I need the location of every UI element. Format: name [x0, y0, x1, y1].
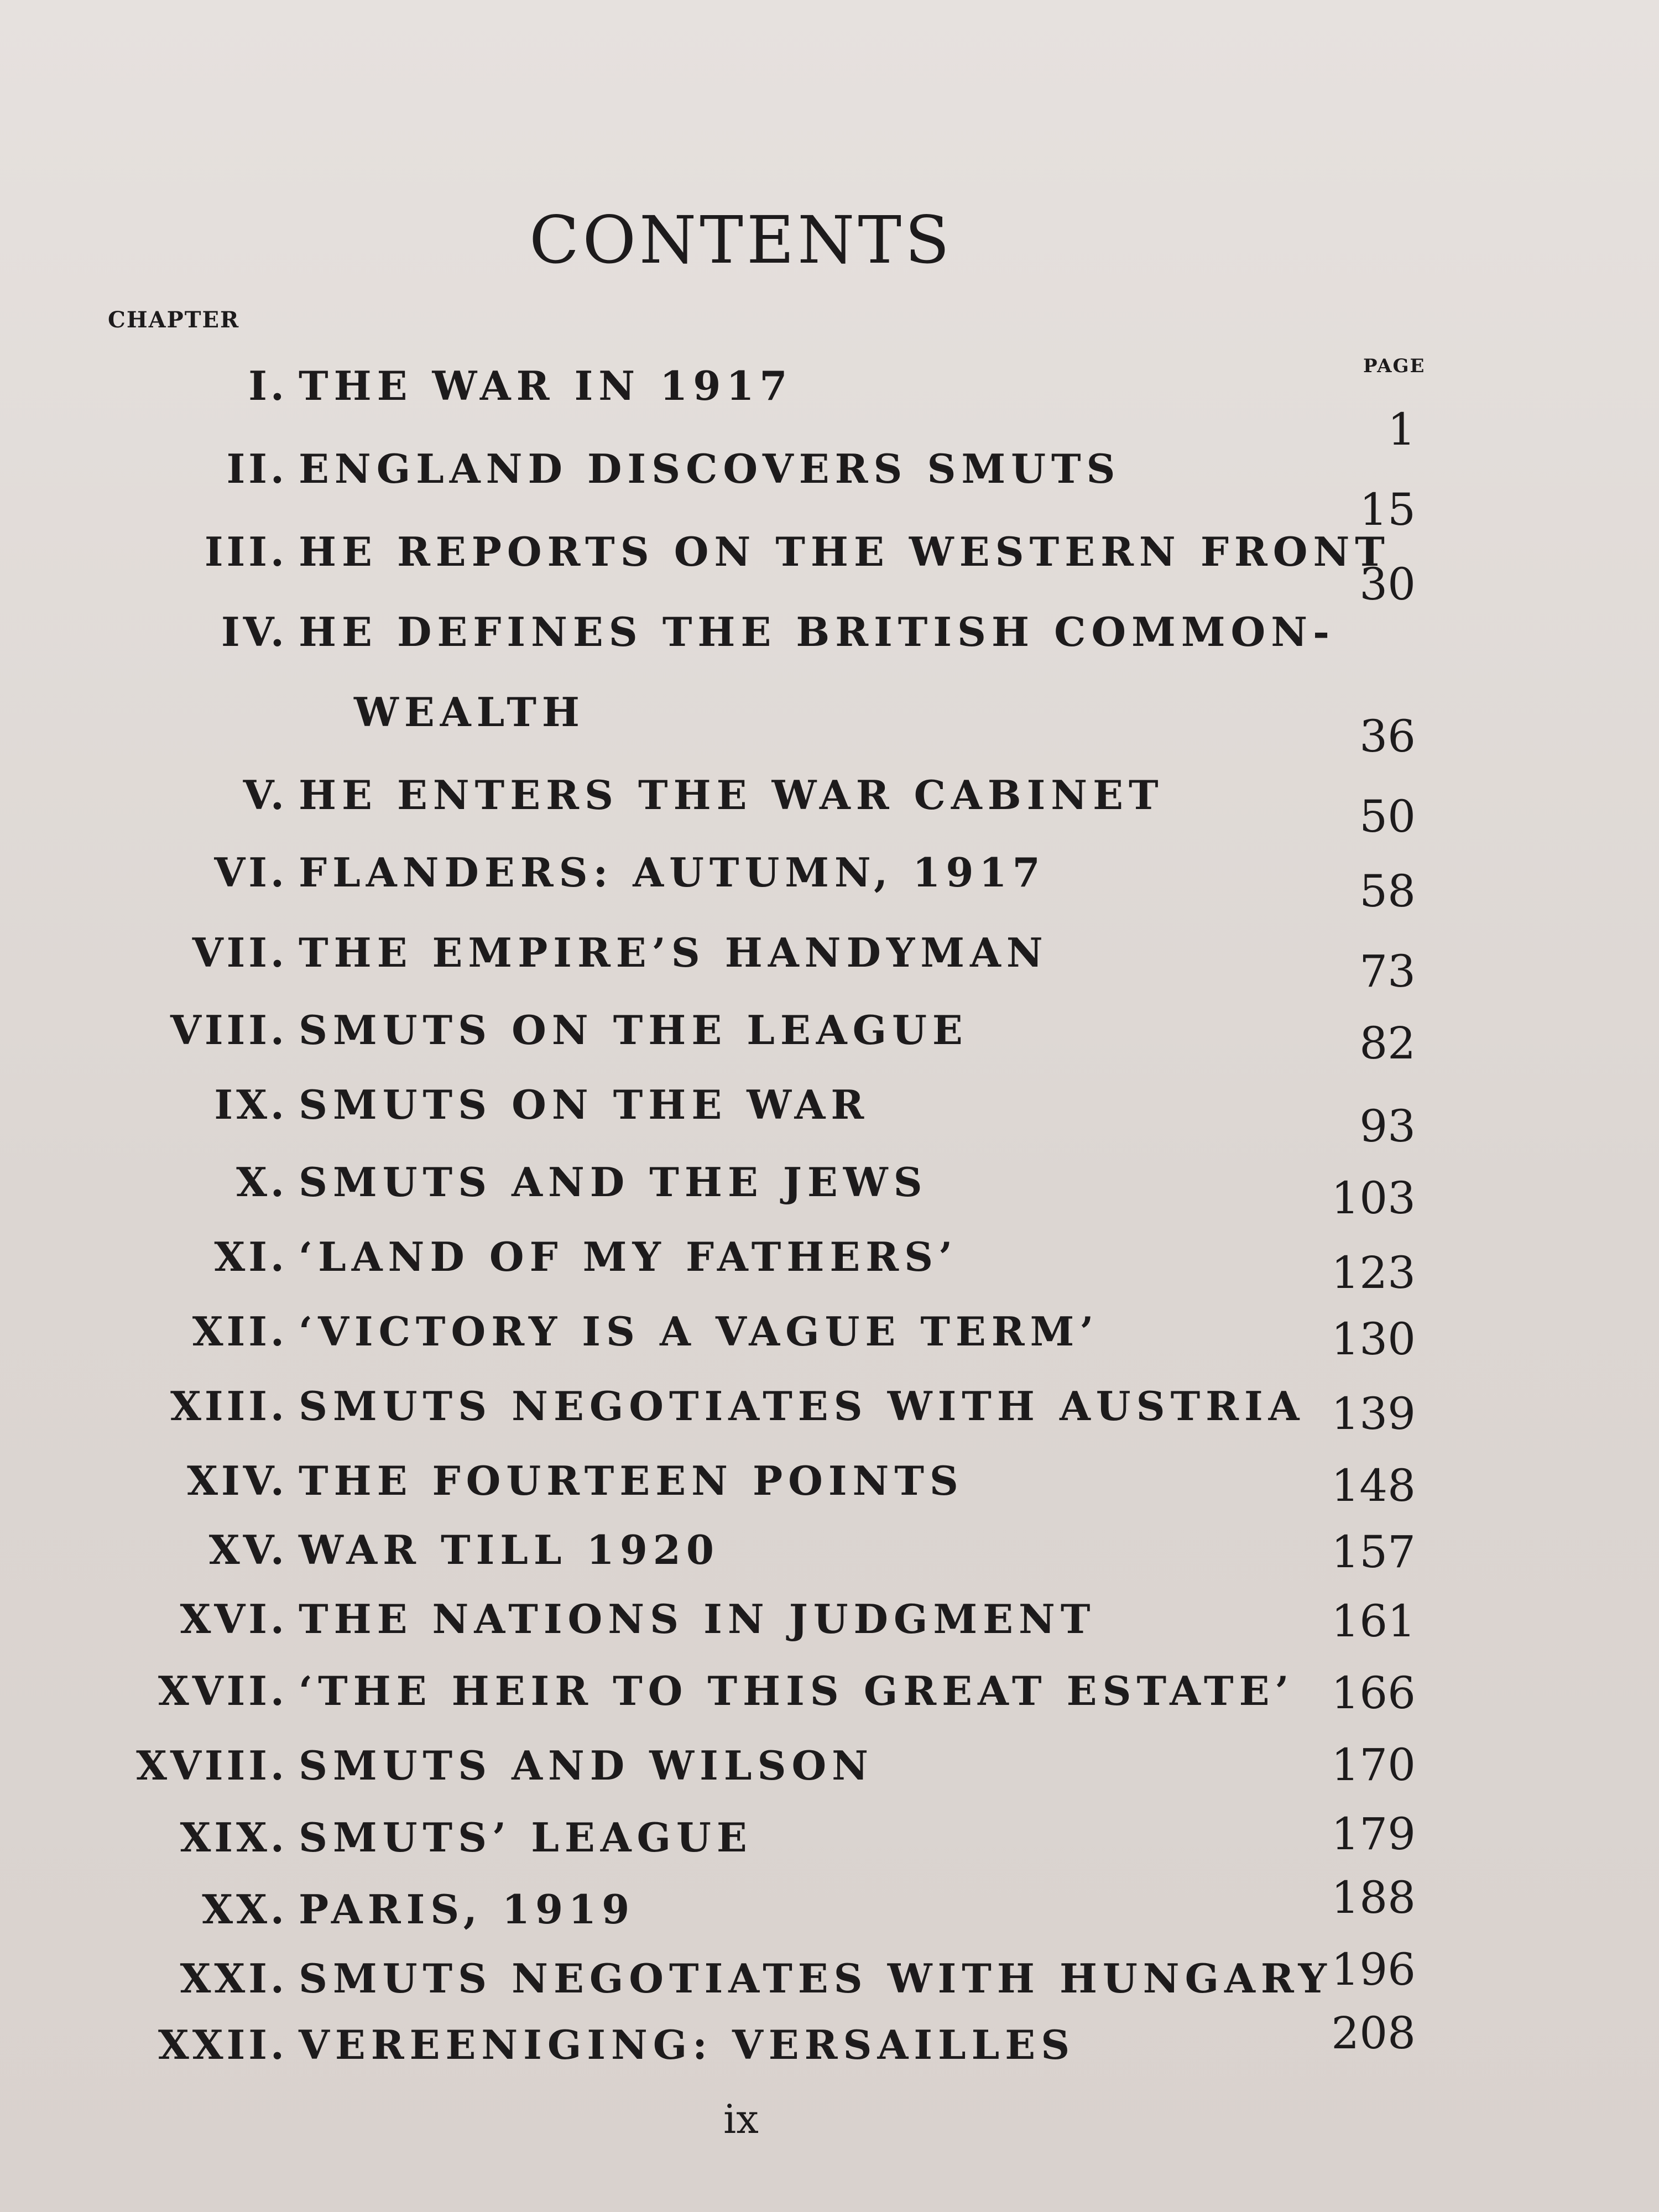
chapter-title: THE NATIONS IN JUDGMENT [299, 1595, 1096, 1642]
chapter-number: IX. [214, 1081, 288, 1128]
chapter-title: WAR TILL 1920 [299, 1526, 719, 1573]
page-number: 30 [1359, 559, 1416, 610]
toc-entry [0, 1667, 1659, 1728]
toc-entry [0, 445, 1659, 535]
chapter-title: FLANDERS: AUTUMN, 1917 [299, 849, 1046, 896]
toc-entry [0, 1808, 1659, 1875]
contents-heading: CONTENTS [529, 202, 953, 278]
page-number: 188 [1331, 1872, 1416, 1923]
page-number: 170 [1331, 1739, 1416, 1791]
chapter-number: XXII. [158, 2021, 288, 2068]
chapter-title: SMUTS NEGOTIATES WITH AUSTRIA [299, 1383, 1305, 1430]
page-number: 123 [1331, 1247, 1416, 1298]
toc-entry [0, 528, 1659, 610]
chapter-number: V. [243, 771, 288, 818]
chapter-title: THE FOURTEEN POINTS [299, 1457, 964, 1504]
chapter-title: ‘VICTORY IS A VAGUE TERM’ [299, 1308, 1099, 1355]
page-number: 148 [1331, 1460, 1416, 1511]
chapter-title: THE WAR IN 1917 [299, 362, 793, 409]
toc-entry [0, 362, 1659, 455]
chapter-number: XI. [214, 1233, 288, 1280]
toc-entry [0, 1233, 1659, 1298]
chapter-title-continuation: WEALTH [354, 688, 585, 735]
toc-entry [0, 771, 1659, 842]
chapter-number: XIII. [170, 1383, 288, 1430]
page-number: 139 [1331, 1388, 1416, 1439]
chapter-title: THE EMPIRE’S HANDYMAN [299, 929, 1048, 976]
toc-entry [0, 1944, 1659, 2016]
chapter-title: HE ENTERS THE WAR CABINET [299, 771, 1164, 818]
page-number: 161 [1331, 1595, 1416, 1647]
toc-entry [0, 1006, 1659, 1067]
chapter-title: SMUTS AND THE JEWS [299, 1159, 928, 1206]
chapter-number: I. [248, 362, 288, 409]
chapter-number: X. [236, 1159, 288, 1206]
page-number: 36 [1359, 711, 1416, 762]
toc-entry [0, 929, 1659, 997]
toc-entry [0, 1526, 1659, 1587]
toc-entry [0, 1595, 1659, 1656]
toc-entry [0, 1081, 1659, 1152]
chapter-number: XVI. [180, 1595, 288, 1642]
toc-entry [0, 1872, 1659, 1947]
page-number: 50 [1359, 791, 1416, 842]
page-number: 179 [1331, 1808, 1416, 1860]
page-number: 73 [1359, 946, 1416, 997]
chapter-number: II. [226, 445, 288, 492]
chapter-title: SMUTS AND WILSON [299, 1742, 874, 1789]
chapter-number: XVII. [158, 1667, 288, 1714]
toc-entry [0, 2007, 1659, 2082]
chapter-title: SMUTS NEGOTIATES WITH HUNGARY [299, 1955, 1332, 2002]
chapter-title: SMUTS’ LEAGUE [299, 1814, 753, 1861]
toc-entry [0, 1383, 1659, 1443]
page-number: 103 [1331, 1172, 1416, 1224]
chapter-number: III. [204, 528, 288, 575]
page-number: 157 [1331, 1526, 1416, 1578]
chapter-number: VIII. [170, 1006, 288, 1053]
chapter-title: HE REPORTS ON THE WESTERN FRONT [299, 528, 1390, 575]
chapter-number: XX. [202, 1886, 288, 1933]
chapter-number: XXI. [180, 1955, 288, 2002]
chapter-title: SMUTS ON THE LEAGUE [299, 1006, 968, 1053]
chapter-number: XIV. [187, 1457, 288, 1504]
chapter-title: PARIS, 1919 [299, 1886, 635, 1933]
page-number: 130 [1331, 1313, 1416, 1365]
chapter-column-label: CHAPTER [108, 307, 240, 333]
page-number: 166 [1331, 1667, 1416, 1719]
toc-entry [0, 608, 1659, 762]
chapter-number: XVIII. [136, 1742, 288, 1789]
chapter-title: ‘LAND OF MY FATHERS’ [299, 1233, 958, 1280]
chapter-number: XIX. [180, 1814, 288, 1861]
chapter-title: ‘THE HEIR TO THIS GREAT ESTATE’ [299, 1667, 1295, 1714]
chapter-number: XII. [192, 1308, 288, 1355]
chapter-number: IV. [221, 608, 288, 655]
page-number: 208 [1331, 2007, 1416, 2059]
toc-entry [0, 1308, 1659, 1369]
folio-page-number: ix [723, 2096, 759, 2142]
chapter-title: ENGLAND DISCOVERS SMUTS [299, 445, 1121, 492]
page-number: 82 [1359, 1018, 1416, 1069]
chapter-title: HE DEFINES THE BRITISH COMMON- [299, 608, 1335, 655]
chapter-number: VII. [192, 929, 288, 976]
toc-entry [0, 1457, 1659, 1518]
toc-entry [0, 849, 1659, 917]
chapter-title: VEREENIGING: VERSAILLES [299, 2021, 1076, 2068]
toc-entry [0, 1159, 1659, 1224]
chapter-number: VI. [214, 849, 288, 896]
page-number: 58 [1359, 865, 1416, 917]
page-number: 15 [1359, 484, 1416, 535]
page-number: 1 [1387, 404, 1416, 455]
chapter-title: SMUTS ON THE WAR [299, 1081, 870, 1128]
chapter-number: XV. [208, 1526, 288, 1573]
page-number: 93 [1359, 1100, 1416, 1152]
page-column-label: PAGE [1363, 355, 1426, 377]
page-number: 196 [1331, 1944, 1416, 1995]
toc-entry [0, 1739, 1659, 1803]
